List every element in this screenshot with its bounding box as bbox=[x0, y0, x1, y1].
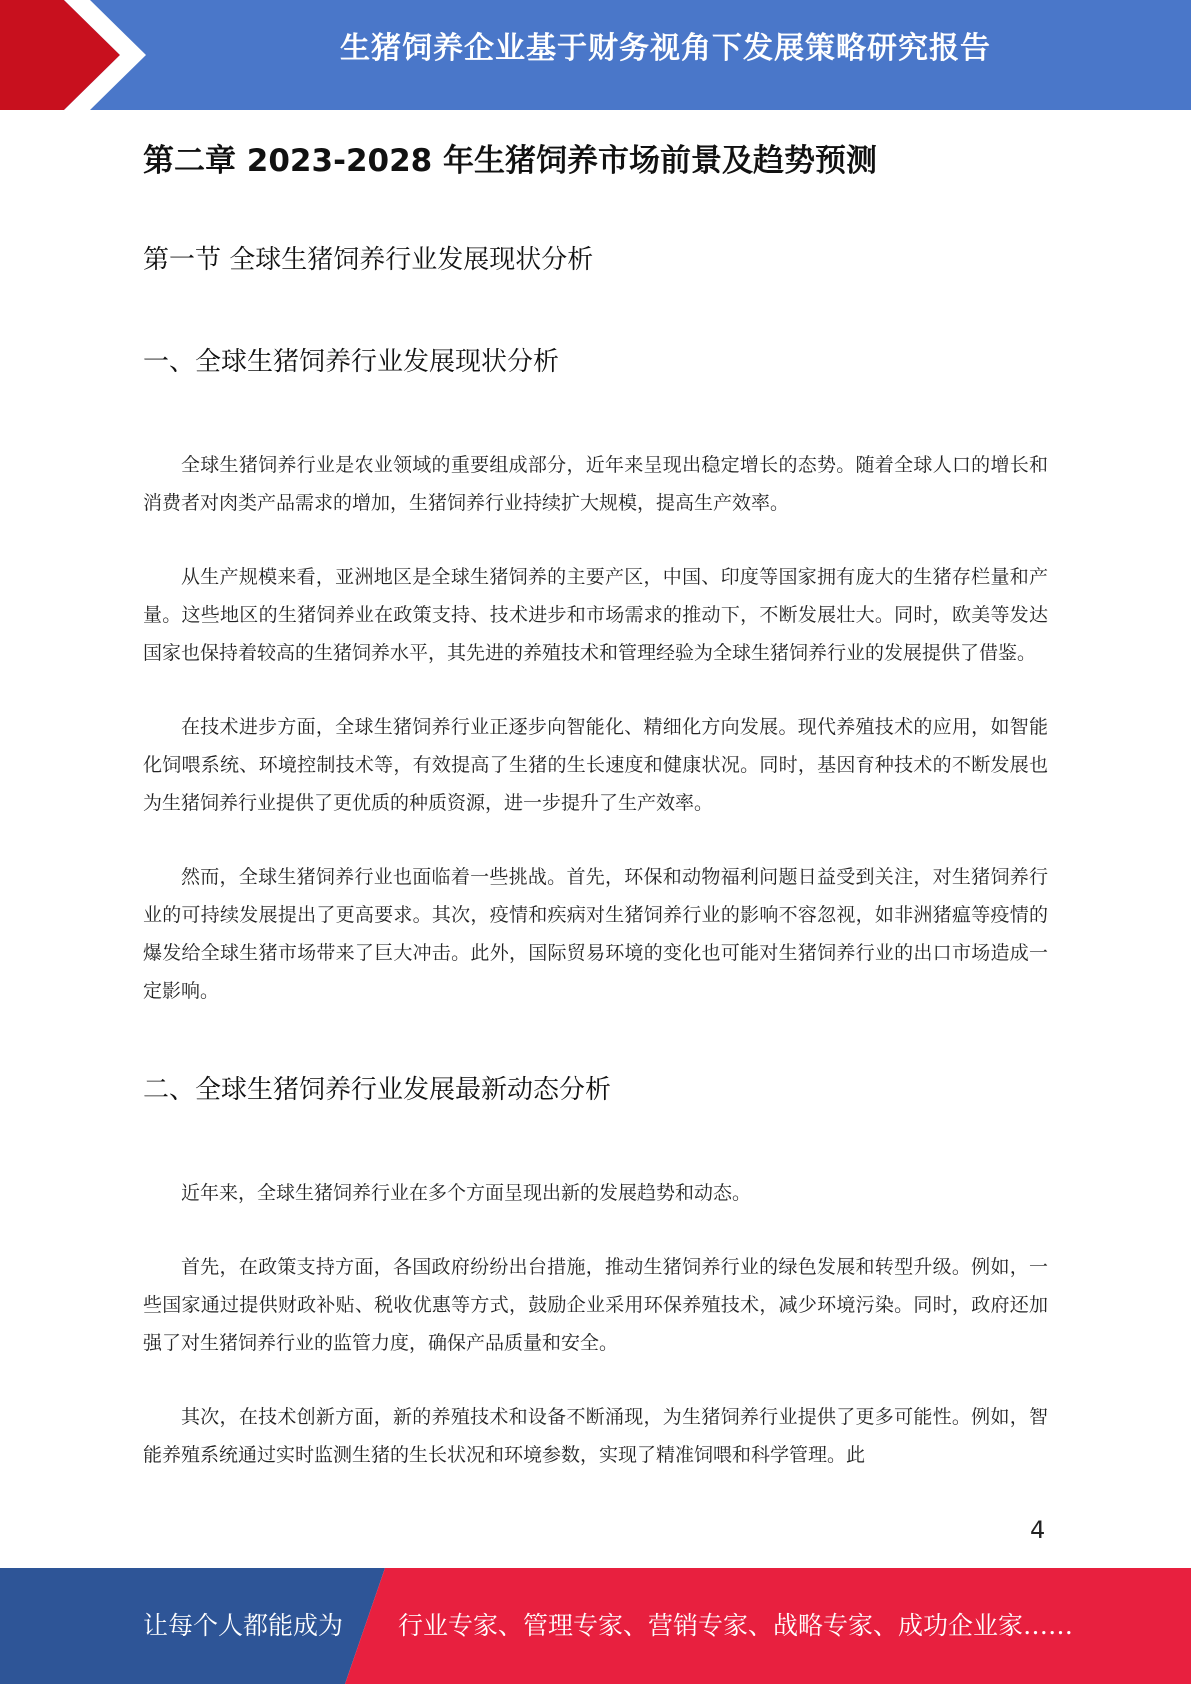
paragraph: 其次，在技术创新方面，新的养殖技术和设备不断涌现，为生猪饲养行业提供了更多可能性。例如，智能养殖系统通过实时监测生猪的生长状况和环境参数，实现了精准饲喂和科学管理。此 bbox=[143, 1406, 1048, 1466]
paragraph: 从生产规模来看，亚洲地区是全球生猪饲养的主要产区，中国、印度等国家拥有庞大的生猪存栏量和产量。这些地区的生猪饲养业在政策支持、技术进步和市场需求的推动下，不断发展壮大。同时，欧美等发达国家也保持着较高的生猪饲养水平，其先进的养殖技术和管理经验为全球生猪饲养行业的发展提供了借鉴。 bbox=[143, 566, 1048, 664]
document-body bbox=[143, 138, 1048, 1474]
paragraph: 全球生猪饲养行业是农业领域的重要组成部分，近年来呈现出稳定增长的态势。随着全球人口的增长和消费者对肉类产品需求的增加，生猪饲养行业持续扩大规模，提高生产效率。 bbox=[143, 454, 1048, 514]
paragraph: 在技术进步方面，全球生猪饲养行业正逐步向智能化、精细化方向发展。现代养殖技术的应用，如智能化饲喂系统、环境控制技术等，有效提高了生猪的生长速度和健康状况。同时，基因育种技术的不断发展也为生猪饲养行业提供了更优质的种质资源，进一步提升了生产效率。 bbox=[143, 716, 1048, 814]
subsection-title: 一、全球生猪饲养行业发展现状分析 bbox=[143, 347, 560, 377]
report-title: 生猪饲养企业基于财务视角下发展策略研究报告 bbox=[340, 31, 991, 66]
footer-slogan: 让每个人都能成为 bbox=[143, 1611, 344, 1640]
header-chevron-graphic bbox=[0, 0, 150, 110]
section-title: 第一节 全球生猪饲养行业发展现状分析 bbox=[143, 245, 594, 275]
footer-roles: 行业专家、管理专家、营销专家、战略专家、成功企业家…… bbox=[398, 1611, 1074, 1640]
subsection-title: 二、全球生猪饲养行业发展最新动态分析 bbox=[143, 1075, 612, 1105]
page-number: 4 bbox=[1030, 1516, 1046, 1544]
header-banner bbox=[0, 0, 1191, 110]
footer-banner bbox=[0, 1568, 1191, 1684]
paragraph: 然而，全球生猪饲养行业也面临着一些挑战。首先，环保和动物福利问题日益受到关注，对生猪饲养行业的可持续发展提出了更高要求。其次，疫情和疾病对生猪饲养行业的影响不容忽视，如非洲猪瘟等疫情的爆发给全球生猪市场带来了巨大冲击。此外，国际贸易环境的变化也可能对生猪饲养行业的出口市场造成一定影响。 bbox=[143, 866, 1048, 1002]
chapter-title: 第二章 2023-2028 年生猪饲养市场前景及趋势预测 bbox=[143, 143, 878, 179]
paragraph: 首先，在政策支持方面，各国政府纷纷出台措施，推动生猪饲养行业的绿色发展和转型升级。例如，一些国家通过提供财政补贴、税收优惠等方式，鼓励企业采用环保养殖技术，减少环境污染。同时，政府还加强了对生猪饲养行业的监管力度，确保产品质量和安全。 bbox=[143, 1256, 1048, 1354]
paragraph: 近年来，全球生猪饲养行业在多个方面呈现出新的发展趋势和动态。 bbox=[181, 1182, 752, 1204]
